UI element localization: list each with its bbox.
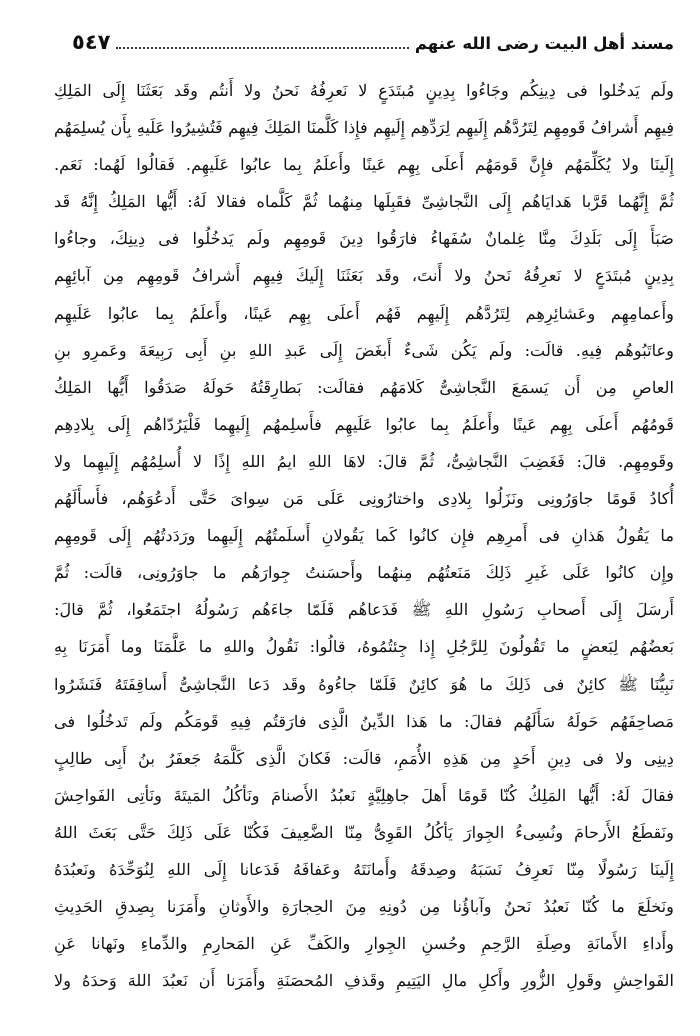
text-line: أَرسَلَ إِلَى أَصحابِ رَسُولِ اللهِ ﷺ فَدَعاهُم فَلَمّا جاءَهُم رَسُولُهُ اجتَمَعُوا، ثُمَّ قالَ: [54, 600, 674, 620]
text-line: إِلَينَا ولا يُكَلِّمَهُم فإِنَّ قَومَهُم أَعلَى بِهِم عَينًا وأَعلَمُ بِما عابُوا عَلَيهِم. فَقالُوا لَهُما: نَعَم. [54, 155, 674, 175]
text-line: أُكادُ قَومًا جاوَرُونِى ونَزَلُوا بِلادِى واختارُونِى عَلَى مَن سِواىَ حَتَّى أَدعُوَهُم، فأَسأَلَهُم [54, 489, 674, 509]
text-line: وأَداءِ الأَمانَةِ وصِلَةِ الرَّحِمِ وحُسنِ الجِوارِ والكَفِّ عَنِ المَحارِمِ والدِّماءِ ونَهانا عَنِ [54, 934, 674, 954]
text-line: ما يَقُولُ هَذانِ فى أَمرِهِم فإِن كانُوا كَما يَقُولانِ أَسلَمتُهُم إِلَيهِما ورَدَدتُهُم إِلَى قَومِهِم [54, 526, 674, 546]
running-header [72, 30, 674, 62]
text-line: ونَقطَعُ الأَرحامَ ونُسِىءُ الجِوارَ يَأكُلُ القَوِىُّ مِنّا الضَّعِيفَ فَكُنّا عَلَى ذَلِكَ حَتَّى بَعَثَ اللهُ [54, 822, 674, 842]
text-line: وأَعمامِهِم وعَشائِرِهِم لِتَرُدَّهُم إِلَيهِم فَهُم أَعلَى بِهِم عَينًا، وأَعلَمُ بِما عابُوا عَلَيهِم [54, 303, 674, 323]
text-line: فقالَ لَهُ: أَيُّها المَلِكُ كُنّا قَومًا أَهلَ جاهِلِيَّةٍ نَعبُدُ الأَصنامَ ونَأكُلُ المَيتَةَ ونَأتِى الفَواحِشَ [54, 785, 674, 805]
text-line: قَومُهُم أَعلَى بِهِم عَينًا وأَعلَمُ بِما عابُوا عَلَيهِم فأَسلِمهُم إِلَيهِما فَلْيَرُدّاهُم إِلَى بِلادِهِم [54, 414, 674, 434]
text-line: إِلَينَا رَسُولًا مِنّا نَعرِفُ نَسَبَهُ وصِدقَهُ وأَمانَتَهُ وعَفافَهُ فَدَعانا إِلَى اللهِ لِنُوَحِّدَهُ ونَعبُدَهُ [54, 859, 674, 879]
text-line: وقَومِهِم. قالَ: فَغَضِبَ النَّجاشِىُّ، ثُمَّ قالَ: لاهَا اللهِ ايمُ اللهِ إِذًا لا أُسلِمُهُم إِلَيهِما ولا [54, 451, 674, 471]
page-number: ٥٤٧ [72, 30, 111, 54]
text-body [54, 72, 674, 1027]
text-line: ونَخلَعَ ما كُنّا نَعبُدُ نَحنُ وآباؤُنا مِن دُونِهِ مِنَ الحِجارَةِ والأَوثانِ وأَمَرَنا بِصِدقِ الحَدِيثِ [54, 897, 674, 917]
text-line: فِيهِم أَشرافُ قَومِهِم لِتَرُدَّهُم إِلَيهِم لِرَدِّهِم إِلَيهِم فإِذا كَلَّمنَا المَلِكَ فِيهِم فَتُشِيرُوا عَلَيهِ بِأَن يُسلِمَهُم [54, 118, 674, 138]
header-leader-dots [116, 33, 408, 49]
text-line: ثُمَّ إِنَّهُما قَرَّبا هَدايَاهُم إِلَى النَّجاشِىِّ فقَبِلَها مِنهُما ثُمَّ كَلَّماه فقالا لَهُ: أَيُّها المَلِكُ إِنَّهُ قَد [54, 192, 674, 212]
text-line: نَبِيُّنَا ﷺ كائِنٌ فى ذَلِكَ ما هُوَ كائِنٌ فَلَمّا جاءُوهُ وقَد دَعا النَّجاشِىُّ أَساقِفَتَهُ فَنَشَرُوا [54, 674, 674, 694]
text-line: بَعضُهُم لِبَعضٍ ما تَقُولُونَ لِلرَّجُلِ إِذا جِئتُمُوهُ، قالُوا: نَقُولُ واللهِ ما عَلَّمَنَا وما أَمَرَنَا بِهِ [54, 637, 674, 657]
text-line: العاصِ مِن أَن يَسمَعَ النَّجاشِىُّ كَلامَهُم فقالَت: بَطارِقَتُهُ حَولَهُ صَدَقُوا أَيُّها المَلِكُ [54, 377, 674, 397]
text-line: الفَواحِشِ وقَولِ الزُّورِ وأَكلِ مالِ اليَتِيمِ وقَذفِ المُحصَنَةِ وأَمَرَنا أَن نَعبُدَ اللهَ وَحدَهُ ولا [54, 971, 674, 991]
text-line: مَصاحِفَهُم حَولَهُ سَأَلَهُم فقالَ: ما هَذا الدِّينُ الَّذِى فارَقتُم فِيهِ قَومَكُم ولَم تَدخُلُوا فى [54, 711, 674, 731]
header-title: مسند أهل البيت رضى الله عنهم [414, 34, 674, 53]
text-line: ولَم يَدخُلوا فى دِينِكُم وجَاءُوا بِدِينٍ مُبتَدَعٍ لا نَعرِفُهُ نَحنُ ولا أَنتُم وقَد بَعَثَنَا إِلَى المَلِكِ [54, 81, 674, 100]
text-line: بِدِينٍ مُبتَدَعٍ لا نَعرِفُهُ نَحنُ ولا أَنتَ، وقَد بَعَثَنَا إِلَيكَ فِيهِم أَشرافُ قَومِهِم مِن آبائِهِم [54, 266, 674, 286]
text-line: وعاتَبُوهُم فِيهِ. قالَت: ولَم يَكُن شَىءٌ أَبغَضَ إِلَى عَبدِ اللهِ بنِ أَبِى رَبِيعَةَ وعَمرِو بنِ [54, 340, 674, 360]
text-line: دِينِى ولا فى دِينِ أَحَدٍ مِن هَذِهِ الأُمَمِ، قالَت: فَكانَ الَّذِى كَلَّمَهُ جَعفَرُ بنُ أَبِى طالِبٍ [54, 748, 674, 768]
text-line: صَبَأَ إِلَى بَلَدِكَ مِنَّا غِلمانٌ سُفَهاءُ فارَقُوا دِينَ قَومِهِم ولَم يَدخُلُوا فى دِينِكَ، وجاءُوا [54, 229, 674, 249]
text-line: وإِن كانُوا عَلَى غَيرِ ذَلِكَ مَنَعتُهُم مِنهُما وأَحسَنتُ جِوارَهُم ما جاوَرُونِى، قالَت: ثُمَّ [54, 563, 674, 583]
